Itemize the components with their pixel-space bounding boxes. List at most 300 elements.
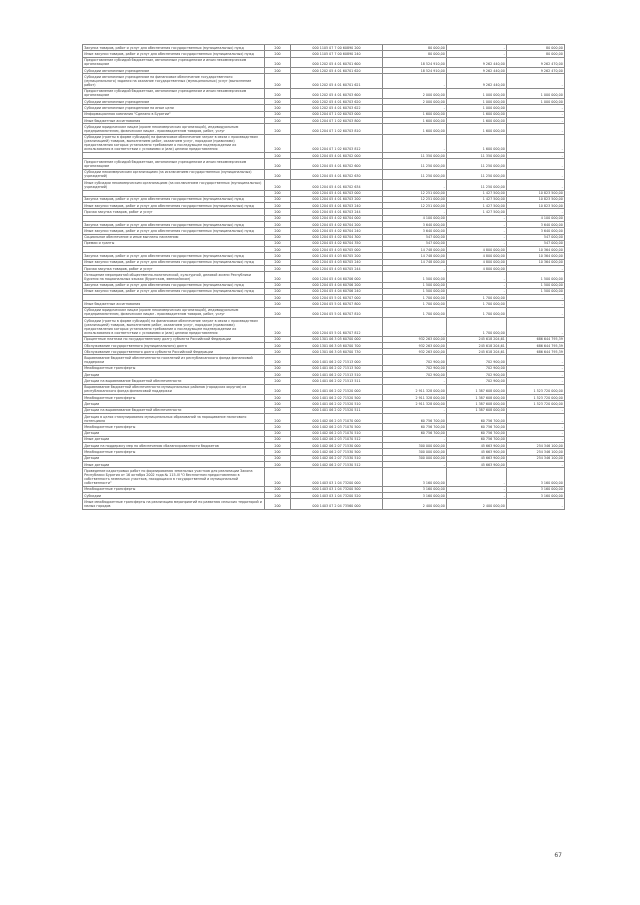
cell-unexecuted: 1 500 000,00 (507, 272, 565, 282)
cell-executed: 9 262 440,00 (447, 57, 507, 67)
cell-code: 000 1204 05 5 01 60707 812 (291, 318, 383, 337)
cell-ved: 200 (265, 407, 291, 413)
cell-executed: 60 756 700,00 (447, 436, 507, 442)
budget-report-page (82, 44, 564, 510)
cell-ved: 200 (265, 57, 291, 67)
cell-unexecuted: 1 000 000,00 (507, 88, 565, 98)
cell-unexecuted: 547 000,00 (507, 234, 565, 240)
cell-executed: 2 400 000,00 (447, 499, 507, 509)
cell-planned: 11 250 000,00 (383, 159, 447, 169)
table-row (83, 159, 565, 169)
cell-code: 000 1401 06 2 02 71520 510 (291, 401, 383, 407)
cell-unexecuted: 9 262 470,00 (507, 67, 565, 73)
cell-name: Дотация в целях стимулирования муниципальных образований за наращивание налогового потенциала (83, 413, 265, 423)
cell-code: 000 1301 06 3 05 60700 730 (291, 349, 383, 355)
cell-planned: 80 000,00 (383, 45, 447, 51)
cell-executed: 1 427 500,00 (447, 209, 507, 215)
cell-executed: 1 000 000,00 (447, 88, 507, 98)
cell-ved: 200 (265, 461, 291, 467)
cell-unexecuted: - (507, 295, 565, 301)
cell-executed: - (447, 272, 507, 282)
cell-planned: - (383, 74, 447, 88)
cell-unexecuted: 80 000,00 (507, 51, 565, 57)
cell-planned: 60 756 700,00 (383, 413, 447, 423)
cell-ved: 200 (265, 180, 291, 190)
cell-planned: - (383, 318, 447, 337)
cell-code: 000 1402 06 2 07 71530 000 (291, 443, 383, 449)
cell-code: 000 1204 05 4 01 60702 630 (291, 169, 383, 179)
cell-executed: 11 250 000,00 (447, 159, 507, 169)
cell-name: Иные закупки товаров, работ и услуг для обеспечения государственных (муниципальных) нужд (83, 51, 265, 57)
cell-name: Закупка товаров, работ и услуг для обеспечения государственных (муниципальных) нужд (83, 196, 265, 202)
cell-ved: 200 (265, 413, 291, 423)
cell-code: 000 1402 06 2 03 71070 510 (291, 430, 383, 436)
cell-planned: 18 524 910,00 (383, 67, 447, 73)
cell-planned: 547 000,00 (383, 240, 447, 246)
cell-unexecuted: - (507, 499, 565, 509)
cell-executed: 1 387 608 000,00 (447, 407, 507, 413)
cell-ved: 200 (265, 67, 291, 73)
cell-code: 000 1204 05 4 01 60702 634 (291, 180, 383, 190)
cell-executed: 245 618 204,61 (447, 342, 507, 348)
cell-code: 000 1204 05 4 01 60702 600 (291, 159, 383, 169)
cell-ved: 200 (265, 272, 291, 282)
cell-code: 000 1105 07 7 00 60890 240 (291, 51, 383, 57)
cell-unexecuted: 254 346 100,00 (507, 455, 565, 461)
cell-name: Иные дотации (83, 461, 265, 467)
cell-unexecuted: 1 500 000,00 (507, 282, 565, 288)
cell-name: Иные закупки товаров, работ и услуг для обеспечения государственных (муниципальных) нужд (83, 228, 265, 234)
cell-name: Иные закупки товаров, работ и услуг для обеспечения государственных (муниципальных) нужд (83, 203, 265, 209)
cell-executed: 45 663 900,00 (447, 449, 507, 455)
cell-ved: 200 (265, 190, 291, 196)
cell-ved: 200 (265, 372, 291, 378)
cell-ved: 200 (265, 455, 291, 461)
cell-unexecuted: - (507, 461, 565, 467)
cell-unexecuted: - (507, 424, 565, 430)
cell-code: 000 1202 05 4 01 60701 621 (291, 74, 383, 88)
cell-code: 000 1204 07 1 02 60703 810 (291, 124, 383, 134)
cell-unexecuted: - (507, 378, 565, 384)
cell-executed: 60 756 700,00 (447, 430, 507, 436)
cell-code: 000 1403 03 1 04 73200 000 (291, 468, 383, 487)
cell-ved: 200 (265, 88, 291, 98)
cell-unexecuted: - (507, 180, 565, 190)
cell-planned: 12 251 000,00 (383, 190, 447, 196)
cell-ved: 200 (265, 265, 291, 271)
cell-planned: - (383, 180, 447, 190)
cell-name: Дотации (83, 372, 265, 378)
cell-code: 000 1204 07 1 02 60703 000 (291, 111, 383, 117)
cell-planned: - (383, 378, 447, 384)
cell-executed: 1 387 608 000,00 (447, 395, 507, 401)
cell-executed: 11 250 000,00 (447, 180, 507, 190)
cell-name: Субсидии юридическим лицам (кроме некоммерческих организаций), индивидуальным предпринимателям, физическим лицам - производителям товаров, работ, услуг (83, 124, 265, 134)
table-row (83, 318, 565, 337)
cell-planned: 1 500 000,00 (383, 288, 447, 294)
cell-name: Прочая закупка товаров, работ и услуг (83, 265, 265, 271)
cell-code: 000 1204 05 5 01 60707 810 (291, 307, 383, 317)
cell-name: Субсидии юридическим лицам (кроме некоммерческих организаций), индивидуальным предпринимателям, физическим лицам - производителям товаров, работ, услуг (83, 307, 265, 317)
cell-code: 000 1403 03 1 04 73200 520 (291, 493, 383, 499)
cell-planned: 1 600 000,00 (383, 117, 447, 123)
table-row (83, 169, 565, 179)
cell-code: 000 1301 06 3 05 60700 700 (291, 342, 383, 348)
cell-planned: 1 700 000,00 (383, 307, 447, 317)
cell-planned: 1 700 000,00 (383, 295, 447, 301)
cell-planned: - (383, 436, 447, 442)
cell-planned: 2 000 000,00 (383, 99, 447, 105)
cell-planned: 11 350 000,00 (383, 153, 447, 159)
cell-unexecuted: 10 823 500,00 (507, 190, 565, 196)
cell-code: 000 1401 06 2 02 71513 511 (291, 378, 383, 384)
cell-ved: 200 (265, 74, 291, 88)
cell-name: Дотации на выравнивание бюджетной обеспеченности (83, 407, 265, 413)
cell-planned: 14 748 000,00 (383, 253, 447, 259)
cell-planned: 1 600 000,00 (383, 111, 447, 117)
cell-unexecuted: 1 523 720 000,00 (507, 401, 565, 407)
cell-ved: 200 (265, 228, 291, 234)
cell-executed: 1 000 000,00 (447, 99, 507, 105)
cell-planned: 2 911 328 000,00 (383, 401, 447, 407)
cell-planned: 1 600 000,00 (383, 124, 447, 134)
cell-ved: 200 (265, 365, 291, 371)
cell-planned: - (383, 265, 447, 271)
cell-planned: 2 000 000,00 (383, 88, 447, 98)
page-number: 67 (554, 852, 562, 859)
cell-name: Межбюджетные трансферты (83, 424, 265, 430)
cell-name: Иные дотации (83, 436, 265, 442)
cell-unexecuted: - (507, 134, 565, 153)
cell-name: Процентные платежи по государственному долгу субъекта Российской Федерации (83, 336, 265, 342)
cell-code: 000 1204 05 4 01 60702 000 (291, 153, 383, 159)
budget-table-body (83, 45, 565, 510)
cell-code: 000 1204 05 4 02 60704 000 (291, 215, 383, 221)
cell-ved: 200 (265, 209, 291, 215)
table-row (83, 413, 565, 423)
cell-code: 000 1402 06 2 07 71530 500 (291, 449, 383, 455)
cell-name: Обслуживание государственного долга субъекта Российской Федерации (83, 349, 265, 355)
cell-name: Иные межбюджетные трансферты на реализацию мероприятий по развитию сельских территорий и малых городов (83, 499, 265, 509)
cell-ved: 200 (265, 45, 291, 51)
cell-planned: 1 700 000,00 (383, 301, 447, 307)
cell-name: Иные бюджетные ассигнования (83, 117, 265, 123)
cell-code: 000 1204 05 4 03 60705 200 (291, 253, 383, 259)
cell-name: Предоставление субсидий бюджетным, автономным учреждениям и иным некоммерческим организациям (83, 159, 265, 169)
cell-ved: 200 (265, 342, 291, 348)
cell-executed: - (447, 493, 507, 499)
cell-unexecuted: 4 100 000,00 (507, 215, 565, 221)
cell-code: 000 1301 06 3 05 60700 000 (291, 336, 383, 342)
cell-ved: 200 (265, 424, 291, 430)
cell-name: Субсидии (гранты в форме субсидий) на финансовое обеспечение затрат в связи с производством (реализацией) товаров, выполнением работ, оказанием услуг, порядком (правилами) предоставления которых установлено требование о последующем подтверждении их использования в соответствии с условиями и (или) целями предоставления (83, 134, 265, 153)
cell-unexecuted: 1 523 720 000,00 (507, 384, 565, 394)
cell-unexecuted: - (507, 105, 565, 111)
cell-code: 000 1204 05 4 03 60705 000 (291, 247, 383, 253)
cell-unexecuted: - (507, 430, 565, 436)
cell-unexecuted: - (507, 209, 565, 215)
cell-executed: 1 600 000,00 (447, 134, 507, 153)
cell-executed: 4 800 000,00 (447, 265, 507, 271)
cell-unexecuted: 1 000 000,00 (507, 99, 565, 105)
cell-planned: - (383, 209, 447, 215)
cell-code: 000 1204 05 4 02 60704 240 (291, 228, 383, 234)
cell-name: Субсидии автономным учреждениям на иные цели (83, 105, 265, 111)
cell-ved: 200 (265, 159, 291, 169)
cell-name: Закупка товаров, работ и услуг для обеспечения государственных (муниципальных) нужд (83, 221, 265, 227)
cell-unexecuted: 3 160 000,00 (507, 493, 565, 499)
cell-executed: 245 618 204,61 (447, 336, 507, 342)
cell-planned: 2 911 328 000,00 (383, 384, 447, 394)
cell-executed: 4 800 000,00 (447, 253, 507, 259)
cell-code: 000 1204 05 4 04 60706 240 (291, 288, 383, 294)
cell-executed: - (447, 234, 507, 240)
cell-planned: 300 000 000,00 (383, 455, 447, 461)
cell-ved: 200 (265, 401, 291, 407)
cell-planned: - (383, 105, 447, 111)
cell-unexecuted: 3 640 000,00 (507, 221, 565, 227)
cell-planned: 3 160 000,00 (383, 468, 447, 487)
cell-ved: 200 (265, 493, 291, 499)
cell-ved: 200 (265, 395, 291, 401)
cell-ved: 200 (265, 349, 291, 355)
cell-executed: 702 900,00 (447, 372, 507, 378)
cell-planned: 3 160 000,00 (383, 486, 447, 492)
cell-planned: 14 748 000,00 (383, 247, 447, 253)
table-row (83, 307, 565, 317)
cell-executed: 11 350 000,00 (447, 153, 507, 159)
cell-name: Субсидии некоммерческим организациям (за исключением государственных (муниципальных) учреждений) (83, 169, 265, 179)
cell-name: Закупка товаров, работ и услуг для обеспечения государственных (муниципальных) нужд (83, 253, 265, 259)
cell-name: Межбюджетные трансферты (83, 486, 265, 492)
cell-ved: 200 (265, 486, 291, 492)
cell-ved: 200 (265, 253, 291, 259)
cell-executed: 1 427 500,00 (447, 190, 507, 196)
cell-executed: 60 756 700,00 (447, 424, 507, 430)
cell-planned: 14 748 000,00 (383, 259, 447, 265)
cell-unexecuted: 686 644 795,39 (507, 349, 565, 355)
cell-unexecuted: - (507, 318, 565, 337)
cell-executed: 1 600 000,00 (447, 111, 507, 117)
cell-executed: 1 700 000,00 (447, 295, 507, 301)
cell-ved: 200 (265, 99, 291, 105)
cell-planned: 932 263 000,00 (383, 349, 447, 355)
cell-code: 000 1204 05 4 01 60703 240 (291, 203, 383, 209)
cell-executed: 45 663 900,00 (447, 455, 507, 461)
cell-name: Оснащение мероприятий общественно-политической, культурной, деловой жизни Республики Бурятия на национальных языках (бурятском, эвенкийском) (83, 272, 265, 282)
cell-ved: 200 (265, 259, 291, 265)
cell-planned: 80 000,00 (383, 51, 447, 57)
cell-code: 000 1204 07 1 02 60703 800 (291, 117, 383, 123)
cell-unexecuted: - (507, 169, 565, 179)
cell-planned: 12 251 000,00 (383, 203, 447, 209)
cell-ved: 200 (265, 203, 291, 209)
cell-planned: 1 500 000,00 (383, 282, 447, 288)
cell-code: 000 1204 05 4 04 60706 000 (291, 272, 383, 282)
table-row (83, 355, 565, 365)
cell-executed: - (447, 468, 507, 487)
cell-executed: 1 387 608 000,00 (447, 401, 507, 407)
cell-code: 000 1401 06 2 02 71513 510 (291, 372, 383, 378)
cell-executed: 702 900,00 (447, 378, 507, 384)
cell-planned: 300 000 000,00 (383, 449, 447, 455)
cell-unexecuted: 1 523 720 000,00 (507, 395, 565, 401)
cell-name: Закупка товаров, работ и услуг для обеспечения государственных (муниципальных) нужд (83, 45, 265, 51)
cell-executed: - (447, 45, 507, 51)
cell-name: Иные субсидии некоммерческим организациям (за исключением государственных (муниципальных) учреждений) (83, 180, 265, 190)
cell-code: 000 1204 05 4 03 60705 240 (291, 259, 383, 265)
cell-name: Межбюджетные трансферты (83, 395, 265, 401)
cell-code: 000 1402 06 2 03 71070 500 (291, 424, 383, 430)
cell-ved: 200 (265, 221, 291, 227)
cell-name: Обслуживание государственного (муниципального) долга (83, 342, 265, 348)
cell-code: 000 1403 03 1 04 73200 500 (291, 486, 383, 492)
cell-ved: 200 (265, 134, 291, 153)
cell-ved: 200 (265, 449, 291, 455)
cell-code: 000 1401 06 2 02 71520 511 (291, 407, 383, 413)
cell-planned: 11 250 000,00 (383, 169, 447, 179)
cell-ved: 200 (265, 468, 291, 487)
cell-planned: - (383, 461, 447, 467)
cell-name: Премии и гранты (83, 240, 265, 246)
cell-unexecuted: - (507, 307, 565, 317)
cell-ved: 200 (265, 443, 291, 449)
cell-name: Межбюджетные трансферты (83, 365, 265, 371)
cell-ved: 200 (265, 111, 291, 117)
cell-planned: 3 640 000,00 (383, 221, 447, 227)
cell-ved: 200 (265, 295, 291, 301)
cell-code: 000 1204 05 4 01 60703 200 (291, 196, 383, 202)
cell-ved: 200 (265, 384, 291, 394)
cell-planned: 2 400 000,00 (383, 499, 447, 509)
cell-ved: 200 (265, 196, 291, 202)
cell-executed: 11 250 000,00 (447, 169, 507, 179)
cell-unexecuted: - (507, 413, 565, 423)
table-row (83, 74, 565, 88)
cell-executed: 1 387 608 000,00 (447, 384, 507, 394)
cell-unexecuted: - (507, 436, 565, 442)
cell-code: 000 1204 05 4 02 60704 200 (291, 221, 383, 227)
cell-unexecuted: 3 160 000,00 (507, 468, 565, 487)
table-row (83, 272, 565, 282)
cell-code: 000 1402 06 2 07 71530 510 (291, 455, 383, 461)
cell-ved: 200 (265, 51, 291, 57)
cell-ved: 200 (265, 301, 291, 307)
cell-code: 000 1204 05 5 01 60707 800 (291, 301, 383, 307)
cell-code: 000 1401 06 2 02 71513 000 (291, 355, 383, 365)
cell-unexecuted: 1 500 000,00 (507, 288, 565, 294)
cell-planned: 300 000 000,00 (383, 443, 447, 449)
cell-ved: 200 (265, 307, 291, 317)
cell-planned: 3 160 000,00 (383, 493, 447, 499)
cell-planned: 2 911 328 000,00 (383, 395, 447, 401)
cell-code: 000 1401 06 2 02 71513 500 (291, 365, 383, 371)
cell-ved: 200 (265, 436, 291, 442)
cell-code: 000 1402 06 2 03 71070 512 (291, 436, 383, 442)
cell-unexecuted: 9 262 470,00 (507, 57, 565, 67)
cell-executed: 45 663 900,00 (447, 443, 507, 449)
cell-code: 000 1204 05 5 01 60707 000 (291, 295, 383, 301)
cell-unexecuted: - (507, 372, 565, 378)
table-row (83, 499, 565, 509)
cell-planned: 1 500 000,00 (383, 272, 447, 282)
cell-ved: 200 (265, 378, 291, 384)
cell-ved: 200 (265, 215, 291, 221)
cell-executed: - (447, 240, 507, 246)
cell-unexecuted: - (507, 265, 565, 271)
cell-code: 000 1403 07 2 04 73560 000 (291, 499, 383, 509)
cell-unexecuted: - (507, 355, 565, 365)
cell-planned: 547 000,00 (383, 234, 447, 240)
cell-planned: - (383, 407, 447, 413)
cell-ved: 200 (265, 318, 291, 337)
cell-code: 000 1202 05 4 01 60701 600 (291, 57, 383, 67)
cell-code: 000 1202 05 4 01 60703 622 (291, 105, 383, 111)
cell-ved: 200 (265, 336, 291, 342)
cell-name: Субсидии автономным учреждениям (83, 99, 265, 105)
cell-planned: 60 756 700,00 (383, 430, 447, 436)
cell-executed: 9 262 440,00 (447, 74, 507, 88)
cell-unexecuted: 80 000,00 (507, 45, 565, 51)
cell-unexecuted: - (507, 117, 565, 123)
cell-executed: - (447, 288, 507, 294)
cell-planned: 702 900,00 (383, 365, 447, 371)
cell-ved: 200 (265, 234, 291, 240)
table-row (83, 57, 565, 67)
cell-name: Субсидии автономным учреждениям на финансовое обеспечение государственного (муниципального) задания на оказание государственных (муниципальных) услуг (выполнение работ) (83, 74, 265, 88)
cell-unexecuted: 3 160 000,00 (507, 486, 565, 492)
cell-executed: 1 427 500,00 (447, 203, 507, 209)
cell-planned: 3 640 000,00 (383, 228, 447, 234)
cell-unexecuted: - (507, 407, 565, 413)
cell-ved: 200 (265, 117, 291, 123)
cell-planned: 4 100 000,00 (383, 215, 447, 221)
cell-executed: - (447, 51, 507, 57)
cell-unexecuted: 3 640 000,00 (507, 228, 565, 234)
table-row (83, 468, 565, 487)
cell-name: Прочая закупка товаров, работ и услуг (83, 209, 265, 215)
cell-executed: 1 700 000,00 (447, 318, 507, 337)
cell-planned: 12 251 000,00 (383, 196, 447, 202)
table-row (83, 134, 565, 153)
cell-code: 000 1105 07 7 00 60890 200 (291, 45, 383, 51)
cell-unexecuted: 10 364 000,00 (507, 253, 565, 259)
cell-code: 000 1401 06 2 02 71520 000 (291, 384, 383, 394)
cell-name: Социальное обеспечение и иные выплаты населению (83, 234, 265, 240)
cell-ved: 200 (265, 282, 291, 288)
cell-ved: 200 (265, 124, 291, 134)
cell-executed: 60 756 700,00 (447, 413, 507, 423)
cell-name: Предоставление субсидий бюджетным, автономным учреждениям и иным некоммерческим организациям (83, 57, 265, 67)
cell-executed: - (447, 486, 507, 492)
table-row (83, 384, 565, 394)
cell-code: 000 1204 05 4 01 60703 000 (291, 190, 383, 196)
cell-unexecuted: 686 644 795,39 (507, 342, 565, 348)
cell-unexecuted: 547 000,00 (507, 240, 565, 246)
cell-name: Иные бюджетные ассигнования (83, 301, 265, 307)
cell-name: Дотации (83, 455, 265, 461)
budget-table (82, 44, 565, 510)
cell-executed: 702 900,00 (447, 355, 507, 365)
cell-ved: 200 (265, 355, 291, 365)
cell-planned: 60 756 700,00 (383, 424, 447, 430)
cell-executed: - (447, 221, 507, 227)
cell-name: Иные закупки товаров, работ и услуг для обеспечения государственных (муниципальных) нужд (83, 288, 265, 294)
cell-executed: 4 800 000,00 (447, 247, 507, 253)
cell-name: Дотации (83, 430, 265, 436)
cell-ved: 200 (265, 169, 291, 179)
cell-executed: - (447, 228, 507, 234)
